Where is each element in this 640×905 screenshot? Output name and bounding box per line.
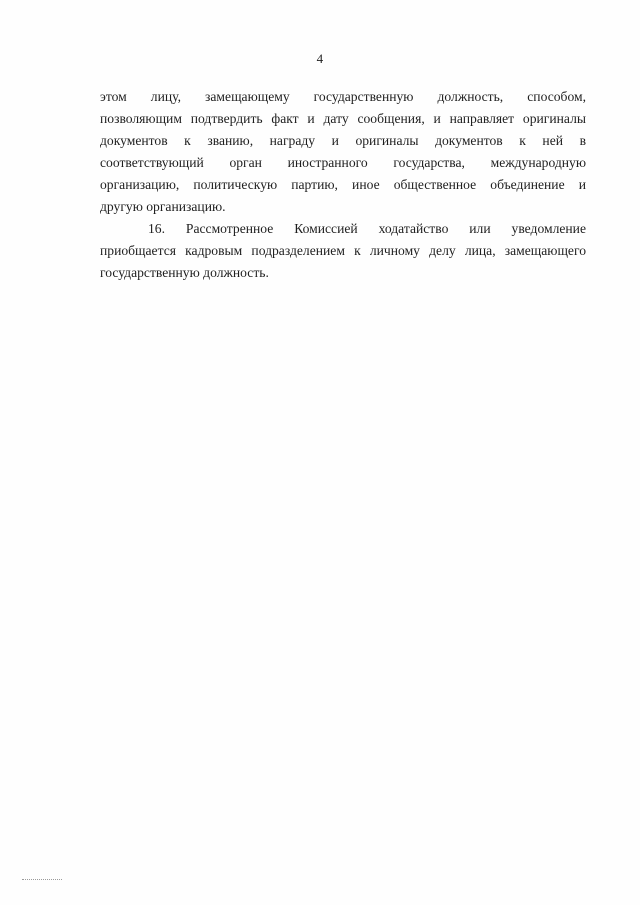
document-body (100, 86, 586, 284)
text-line: другую организацию. (100, 199, 226, 214)
paragraph-16 (100, 218, 586, 284)
scan-margin-mark (22, 879, 62, 880)
text-line: этом лицу, замещающему государственную должность, способом, (100, 89, 586, 104)
text-line: документов к званию, награду и оригиналы документов к ней в (100, 133, 586, 148)
text-line: организацию, политическую партию, иное общественное объединение и (100, 177, 586, 192)
paragraph-1 (100, 86, 586, 218)
text-line: соответствующий орган иностранного государства, международную (100, 155, 586, 170)
text-line: 16. Рассмотренное Комиссией ходатайство или уведомление (148, 221, 586, 236)
page-number: 4 (316, 51, 324, 66)
text-line: государственную должность. (100, 265, 269, 280)
text-line: позволяющим подтвердить факт и дату сообщения, и направляет оригиналы (100, 111, 586, 126)
text-line: приобщается кадровым подразделением к личному делу лица, замещающего (100, 243, 586, 258)
